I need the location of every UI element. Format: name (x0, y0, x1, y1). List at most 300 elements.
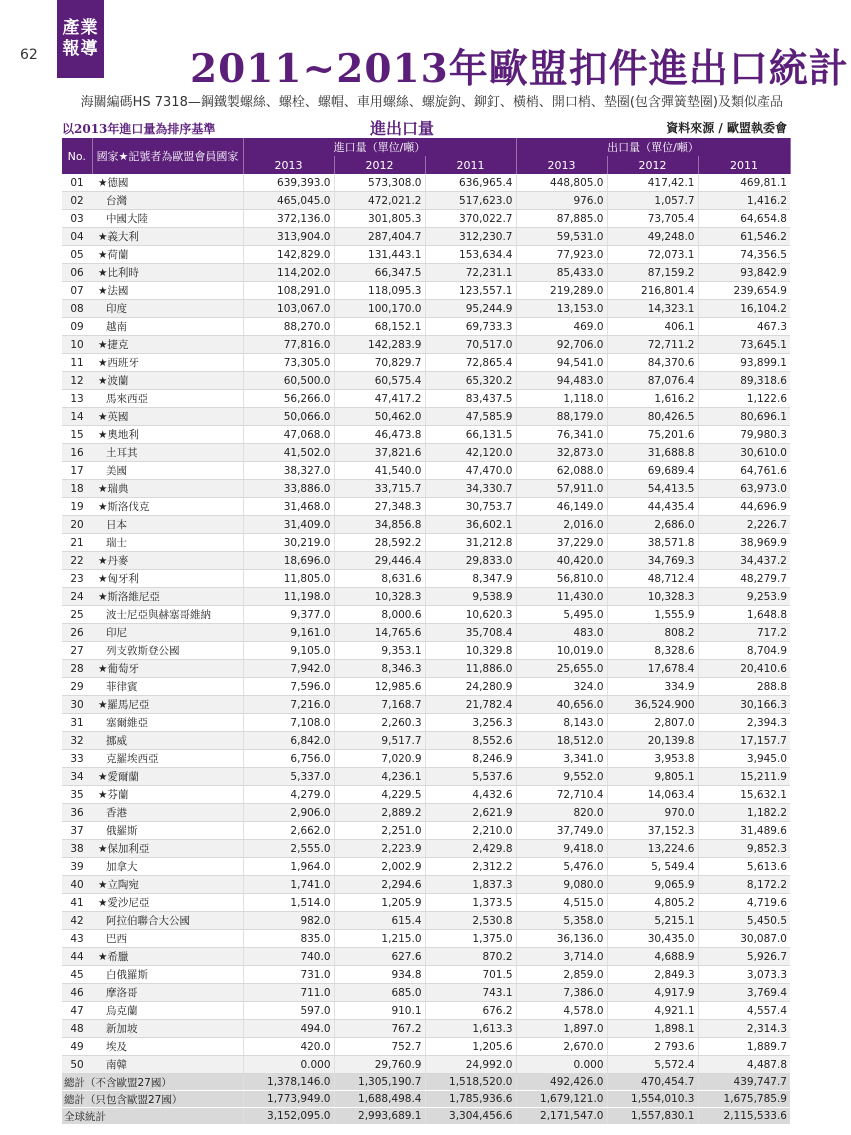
total-import-value: 1,518,520.0 (425, 1074, 516, 1091)
row-number: 16 (62, 444, 92, 462)
row-number: 40 (62, 876, 92, 894)
export-value: 62,088.0 (516, 462, 607, 480)
country-name: 克羅埃西亞 (92, 750, 243, 768)
total-row (62, 1108, 790, 1125)
table-row (62, 732, 790, 750)
export-value: 3,945.0 (698, 750, 790, 768)
export-value: 69,689.4 (607, 462, 698, 480)
export-value: 92,706.0 (516, 336, 607, 354)
row-number: 20 (62, 516, 92, 534)
import-value: 24,280.9 (425, 678, 516, 696)
export-value: 32,873.0 (516, 444, 607, 462)
page-subtitle: 海關編碼HS 7318—鋼鐵製螺絲、螺栓、螺帽、車用螺絲、螺旋鉤、鉚釘、橫梢、開口梢、墊圈(包含彈簧墊圈)及類似產品 (80, 95, 783, 110)
export-value: 13,224.6 (607, 840, 698, 858)
export-value: 34,769.3 (607, 552, 698, 570)
import-value: 627.6 (334, 948, 425, 966)
import-value: 56,266.0 (243, 390, 334, 408)
country-name: 中國大陸 (92, 210, 243, 228)
export-value: 57,911.0 (516, 480, 607, 498)
export-value: 288.8 (698, 678, 790, 696)
export-value: 4,487.8 (698, 1056, 790, 1074)
row-number: 47 (62, 1002, 92, 1020)
import-value: 123,557.1 (425, 282, 516, 300)
total-label: 全球統計 (62, 1108, 243, 1125)
table-row (62, 1038, 790, 1056)
import-value: 2,223.9 (334, 840, 425, 858)
export-value: 89,318.6 (698, 372, 790, 390)
page-number: 62 (20, 47, 38, 63)
row-number: 04 (62, 228, 92, 246)
export-value: 808.2 (607, 624, 698, 642)
export-value: 88,179.0 (516, 408, 607, 426)
total-row (62, 1074, 790, 1091)
section-tag-line1: 產業 (62, 18, 99, 38)
country-name: 波士尼亞與赫塞哥維納 (92, 606, 243, 624)
total-export-value: 470,454.7 (607, 1074, 698, 1091)
export-value: 2,807.0 (607, 714, 698, 732)
export-value: 448,805.0 (516, 174, 607, 192)
export-value: 61,546.2 (698, 228, 790, 246)
country-name: 瑞士 (92, 534, 243, 552)
import-value: 1,613.3 (425, 1020, 516, 1038)
export-value: 54,413.5 (607, 480, 698, 498)
export-value: 76,341.0 (516, 426, 607, 444)
import-value: 9,161.0 (243, 624, 334, 642)
import-value: 14,765.6 (334, 624, 425, 642)
country-name: 美國 (92, 462, 243, 480)
import-value: 34,330.7 (425, 480, 516, 498)
export-value: 406.1 (607, 318, 698, 336)
export-value: 469,81.1 (698, 174, 790, 192)
import-value: 1,837.3 (425, 876, 516, 894)
import-value: 731.0 (243, 966, 334, 984)
import-value: 41,502.0 (243, 444, 334, 462)
export-value: 75,201.6 (607, 426, 698, 444)
table-row (62, 282, 790, 300)
table-row (62, 264, 790, 282)
export-value: 469.0 (516, 318, 607, 336)
import-value: 767.2 (334, 1020, 425, 1038)
export-value: 74,356.5 (698, 246, 790, 264)
export-value: 80,426.5 (607, 408, 698, 426)
row-number: 29 (62, 678, 92, 696)
export-value: 30,435.0 (607, 930, 698, 948)
import-value: 7,108.0 (243, 714, 334, 732)
country-name: 越南 (92, 318, 243, 336)
section-tag (57, 0, 104, 78)
row-number: 50 (62, 1056, 92, 1074)
export-value: 38,969.9 (698, 534, 790, 552)
export-value: 1,416.2 (698, 192, 790, 210)
country-name: 烏克蘭 (92, 1002, 243, 1020)
export-value: 4,719.6 (698, 894, 790, 912)
sort-note: 以2013年進口量為排序基準 (62, 122, 216, 136)
country-name: 南韓 (92, 1056, 243, 1074)
table-row (62, 768, 790, 786)
import-value: 870.2 (425, 948, 516, 966)
row-number: 24 (62, 588, 92, 606)
export-value: 48,279.7 (698, 570, 790, 588)
import-value: 9,377.0 (243, 606, 334, 624)
country-name: ★西班牙 (92, 354, 243, 372)
country-name: ★捷克 (92, 336, 243, 354)
export-value: 5,495.0 (516, 606, 607, 624)
country-name: 台灣 (92, 192, 243, 210)
import-value: 465,045.0 (243, 192, 334, 210)
import-value: 2,002.9 (334, 858, 425, 876)
export-value: 87,885.0 (516, 210, 607, 228)
table-row (62, 408, 790, 426)
export-value: 1,555.9 (607, 606, 698, 624)
header-country: 國家★記號者為歐盟會員國家 (92, 138, 243, 174)
export-value: 9,418.0 (516, 840, 607, 858)
country-name: ★羅馬尼亞 (92, 696, 243, 714)
row-number: 14 (62, 408, 92, 426)
total-import-value: 1,785,936.6 (425, 1091, 516, 1108)
table-row (62, 1020, 790, 1038)
export-value: 1,898.1 (607, 1020, 698, 1038)
table-row (62, 516, 790, 534)
export-value: 5,613.6 (698, 858, 790, 876)
export-value: 93,899.1 (698, 354, 790, 372)
import-value: 46,473.8 (334, 426, 425, 444)
export-value: 8,704.9 (698, 642, 790, 660)
export-value: 1,897.0 (516, 1020, 607, 1038)
total-export-value: 1,557,830.1 (607, 1108, 698, 1125)
export-value: 85,433.0 (516, 264, 607, 282)
total-export-value: 2,115,533.6 (698, 1108, 790, 1125)
export-value: 216,801.4 (607, 282, 698, 300)
export-value: 2,859.0 (516, 966, 607, 984)
import-value: 114,202.0 (243, 264, 334, 282)
export-value: 15,632.1 (698, 786, 790, 804)
import-value: 3,256.3 (425, 714, 516, 732)
country-name: ★愛沙尼亞 (92, 894, 243, 912)
section-tag-line2: 報導 (62, 39, 99, 59)
row-number: 34 (62, 768, 92, 786)
country-name: ★斯洛伐克 (92, 498, 243, 516)
import-value: 2,210.0 (425, 822, 516, 840)
export-value: 5,572.4 (607, 1056, 698, 1074)
export-value: 94,541.0 (516, 354, 607, 372)
import-value: 4,279.0 (243, 786, 334, 804)
country-name: ★葡萄牙 (92, 660, 243, 678)
country-name: ★奧地利 (92, 426, 243, 444)
country-name: ★法國 (92, 282, 243, 300)
import-value: 131,443.1 (334, 246, 425, 264)
total-import-value: 1,378,146.0 (243, 1074, 334, 1091)
export-value: 44,696.9 (698, 498, 790, 516)
country-name: 土耳其 (92, 444, 243, 462)
import-value: 47,470.0 (425, 462, 516, 480)
row-number: 44 (62, 948, 92, 966)
country-name: 印度 (92, 300, 243, 318)
country-name: ★匈牙利 (92, 570, 243, 588)
import-value: 41,540.0 (334, 462, 425, 480)
total-label: 總計（只包含歐盟27國） (62, 1091, 243, 1108)
import-value: 31,212.8 (425, 534, 516, 552)
table-row (62, 390, 790, 408)
export-value: 9,552.0 (516, 768, 607, 786)
total-import-value: 3,152,095.0 (243, 1108, 334, 1125)
export-value: 239,654.9 (698, 282, 790, 300)
export-value: 5,215.1 (607, 912, 698, 930)
table-heading: 進出口量 (370, 119, 435, 138)
country-name: ★荷蘭 (92, 246, 243, 264)
export-value: 64,761.6 (698, 462, 790, 480)
import-value: 29,833.0 (425, 552, 516, 570)
import-value: 301,805.3 (334, 210, 425, 228)
header-year: 2012 (607, 156, 698, 174)
import-value: 711.0 (243, 984, 334, 1002)
table-row (62, 1056, 790, 1074)
import-value: 29,446.4 (334, 552, 425, 570)
row-number: 32 (62, 732, 92, 750)
row-number: 18 (62, 480, 92, 498)
export-value: 2,670.0 (516, 1038, 607, 1056)
import-value: 2,251.0 (334, 822, 425, 840)
row-number: 31 (62, 714, 92, 732)
export-value: 17,157.7 (698, 732, 790, 750)
row-number: 19 (62, 498, 92, 516)
country-name: 塞爾維亞 (92, 714, 243, 732)
page-title: 2011~2013年歐盟扣件進出口統計 (190, 46, 849, 92)
export-value: 334.9 (607, 678, 698, 696)
import-value: 77,816.0 (243, 336, 334, 354)
import-value: 6,842.0 (243, 732, 334, 750)
export-value: 2 793.6 (607, 1038, 698, 1056)
row-number: 07 (62, 282, 92, 300)
import-value: 72,231.1 (425, 264, 516, 282)
country-name: ★保加利亞 (92, 840, 243, 858)
table-row (62, 930, 790, 948)
export-value: 10,328.3 (607, 588, 698, 606)
export-value: 10,019.0 (516, 642, 607, 660)
country-name: 香港 (92, 804, 243, 822)
import-value: 95,244.9 (425, 300, 516, 318)
import-value: 2,662.0 (243, 822, 334, 840)
export-value: 84,370.6 (607, 354, 698, 372)
export-value: 8,328.6 (607, 642, 698, 660)
export-value: 48,712.4 (607, 570, 698, 588)
table-row (62, 858, 790, 876)
table-row (62, 318, 790, 336)
row-number: 17 (62, 462, 92, 480)
export-value: 25,655.0 (516, 660, 607, 678)
import-value: 1,205.6 (425, 1038, 516, 1056)
export-value: 3,953.8 (607, 750, 698, 768)
export-value: 3,341.0 (516, 750, 607, 768)
table-row (62, 696, 790, 714)
total-export-value: 2,171,547.0 (516, 1108, 607, 1125)
import-value: 31,409.0 (243, 516, 334, 534)
country-name: 挪威 (92, 732, 243, 750)
country-name: 馬來西亞 (92, 390, 243, 408)
total-export-value: 492,426.0 (516, 1074, 607, 1091)
table-row (62, 336, 790, 354)
export-value: 4,805.2 (607, 894, 698, 912)
table-row (62, 714, 790, 732)
import-value: 10,620.3 (425, 606, 516, 624)
row-number: 02 (62, 192, 92, 210)
export-value: 4,921.1 (607, 1002, 698, 1020)
import-value: 65,320.2 (425, 372, 516, 390)
import-value: 33,715.7 (334, 480, 425, 498)
import-value: 740.0 (243, 948, 334, 966)
export-value: 5,450.5 (698, 912, 790, 930)
export-value: 80,696.1 (698, 408, 790, 426)
export-value: 31,489.6 (698, 822, 790, 840)
export-value: 717.2 (698, 624, 790, 642)
import-value: 615.4 (334, 912, 425, 930)
country-name: ★波蘭 (92, 372, 243, 390)
table-row (62, 300, 790, 318)
import-value: 8,631.6 (334, 570, 425, 588)
export-value: 20,410.6 (698, 660, 790, 678)
country-name: ★立陶宛 (92, 876, 243, 894)
table-row (62, 966, 790, 984)
row-number: 49 (62, 1038, 92, 1056)
country-name: ★愛爾蘭 (92, 768, 243, 786)
import-value: 66,131.5 (425, 426, 516, 444)
import-value: 752.7 (334, 1038, 425, 1056)
export-value: 1,182.2 (698, 804, 790, 822)
total-export-value: 1,679,121.0 (516, 1091, 607, 1108)
import-value: 66,347.5 (334, 264, 425, 282)
export-value: 87,159.2 (607, 264, 698, 282)
import-value: 50,462.0 (334, 408, 425, 426)
import-value: 142,829.0 (243, 246, 334, 264)
import-value: 701.5 (425, 966, 516, 984)
import-value: 1,514.0 (243, 894, 334, 912)
export-value: 14,063.4 (607, 786, 698, 804)
export-value: 56,810.0 (516, 570, 607, 588)
export-value: 11,430.0 (516, 588, 607, 606)
country-name: ★德國 (92, 174, 243, 192)
export-value: 73,705.4 (607, 210, 698, 228)
import-value: 7,596.0 (243, 678, 334, 696)
export-value: 79,980.3 (698, 426, 790, 444)
export-value: 30,087.0 (698, 930, 790, 948)
export-value: 2,314.3 (698, 1020, 790, 1038)
export-value: 1,648.8 (698, 606, 790, 624)
import-value: 312,230.7 (425, 228, 516, 246)
export-value: 1,889.7 (698, 1038, 790, 1056)
import-value: 88,270.0 (243, 318, 334, 336)
export-value: 44,435.4 (607, 498, 698, 516)
table-row (62, 912, 790, 930)
import-value: 30,753.7 (425, 498, 516, 516)
export-value: 9,253.9 (698, 588, 790, 606)
row-number: 12 (62, 372, 92, 390)
import-value: 2,621.9 (425, 804, 516, 822)
export-value: 5,358.0 (516, 912, 607, 930)
table-row (62, 588, 790, 606)
export-value: 16,104.2 (698, 300, 790, 318)
import-value: 1,964.0 (243, 858, 334, 876)
export-value: 1,616.2 (607, 390, 698, 408)
import-value: 517,623.0 (425, 192, 516, 210)
export-value: 2,016.0 (516, 516, 607, 534)
export-value: 37,749.0 (516, 822, 607, 840)
total-import-value: 1,688,498.4 (334, 1091, 425, 1108)
import-value: 10,329.8 (425, 642, 516, 660)
country-name: 埃及 (92, 1038, 243, 1056)
table-row (62, 1002, 790, 1020)
export-value: 467.3 (698, 318, 790, 336)
country-name: ★芬蘭 (92, 786, 243, 804)
export-value: 72,711.2 (607, 336, 698, 354)
import-value: 11,805.0 (243, 570, 334, 588)
total-export-value: 439,747.7 (698, 1074, 790, 1091)
export-value: 2,394.3 (698, 714, 790, 732)
export-value: 30,166.3 (698, 696, 790, 714)
import-value: 4,432.6 (425, 786, 516, 804)
table-row (62, 786, 790, 804)
import-value: 910.1 (334, 1002, 425, 1020)
table-row (62, 804, 790, 822)
import-value: 9,517.7 (334, 732, 425, 750)
import-value: 5,537.6 (425, 768, 516, 786)
total-export-value: 1,554,010.3 (607, 1091, 698, 1108)
import-value: 1,375.0 (425, 930, 516, 948)
country-name: 俄羅斯 (92, 822, 243, 840)
row-number: 42 (62, 912, 92, 930)
country-name: ★比利時 (92, 264, 243, 282)
row-number: 09 (62, 318, 92, 336)
import-value: 31,468.0 (243, 498, 334, 516)
header-year: 2012 (334, 156, 425, 174)
table-row (62, 570, 790, 588)
total-export-value: 1,675,785.9 (698, 1091, 790, 1108)
total-import-value: 1,305,190.7 (334, 1074, 425, 1091)
export-value: 73,645.1 (698, 336, 790, 354)
table-row (62, 480, 790, 498)
export-value: 59,531.0 (516, 228, 607, 246)
export-value: 820.0 (516, 804, 607, 822)
import-value: 6,756.0 (243, 750, 334, 768)
table-row (62, 822, 790, 840)
import-value: 42,120.0 (425, 444, 516, 462)
import-value: 9,538.9 (425, 588, 516, 606)
country-name: ★義大利 (92, 228, 243, 246)
import-value: 982.0 (243, 912, 334, 930)
row-number: 25 (62, 606, 92, 624)
import-value: 494.0 (243, 1020, 334, 1038)
import-value: 8,246.9 (425, 750, 516, 768)
import-value: 1,205.9 (334, 894, 425, 912)
row-number: 28 (62, 660, 92, 678)
export-value: 40,656.0 (516, 696, 607, 714)
table-row (62, 840, 790, 858)
import-value: 47,585.9 (425, 408, 516, 426)
import-value: 70,829.7 (334, 354, 425, 372)
row-number: 27 (62, 642, 92, 660)
import-value: 34,856.8 (334, 516, 425, 534)
export-value: 2,849.3 (607, 966, 698, 984)
table-row (62, 624, 790, 642)
row-number: 21 (62, 534, 92, 552)
export-value: 13,153.0 (516, 300, 607, 318)
country-name: 加拿大 (92, 858, 243, 876)
row-number: 26 (62, 624, 92, 642)
import-value: 372,136.0 (243, 210, 334, 228)
import-value: 313,904.0 (243, 228, 334, 246)
import-value: 27,348.3 (334, 498, 425, 516)
import-value: 28,592.2 (334, 534, 425, 552)
import-value: 685.0 (334, 984, 425, 1002)
import-value: 60,500.0 (243, 372, 334, 390)
